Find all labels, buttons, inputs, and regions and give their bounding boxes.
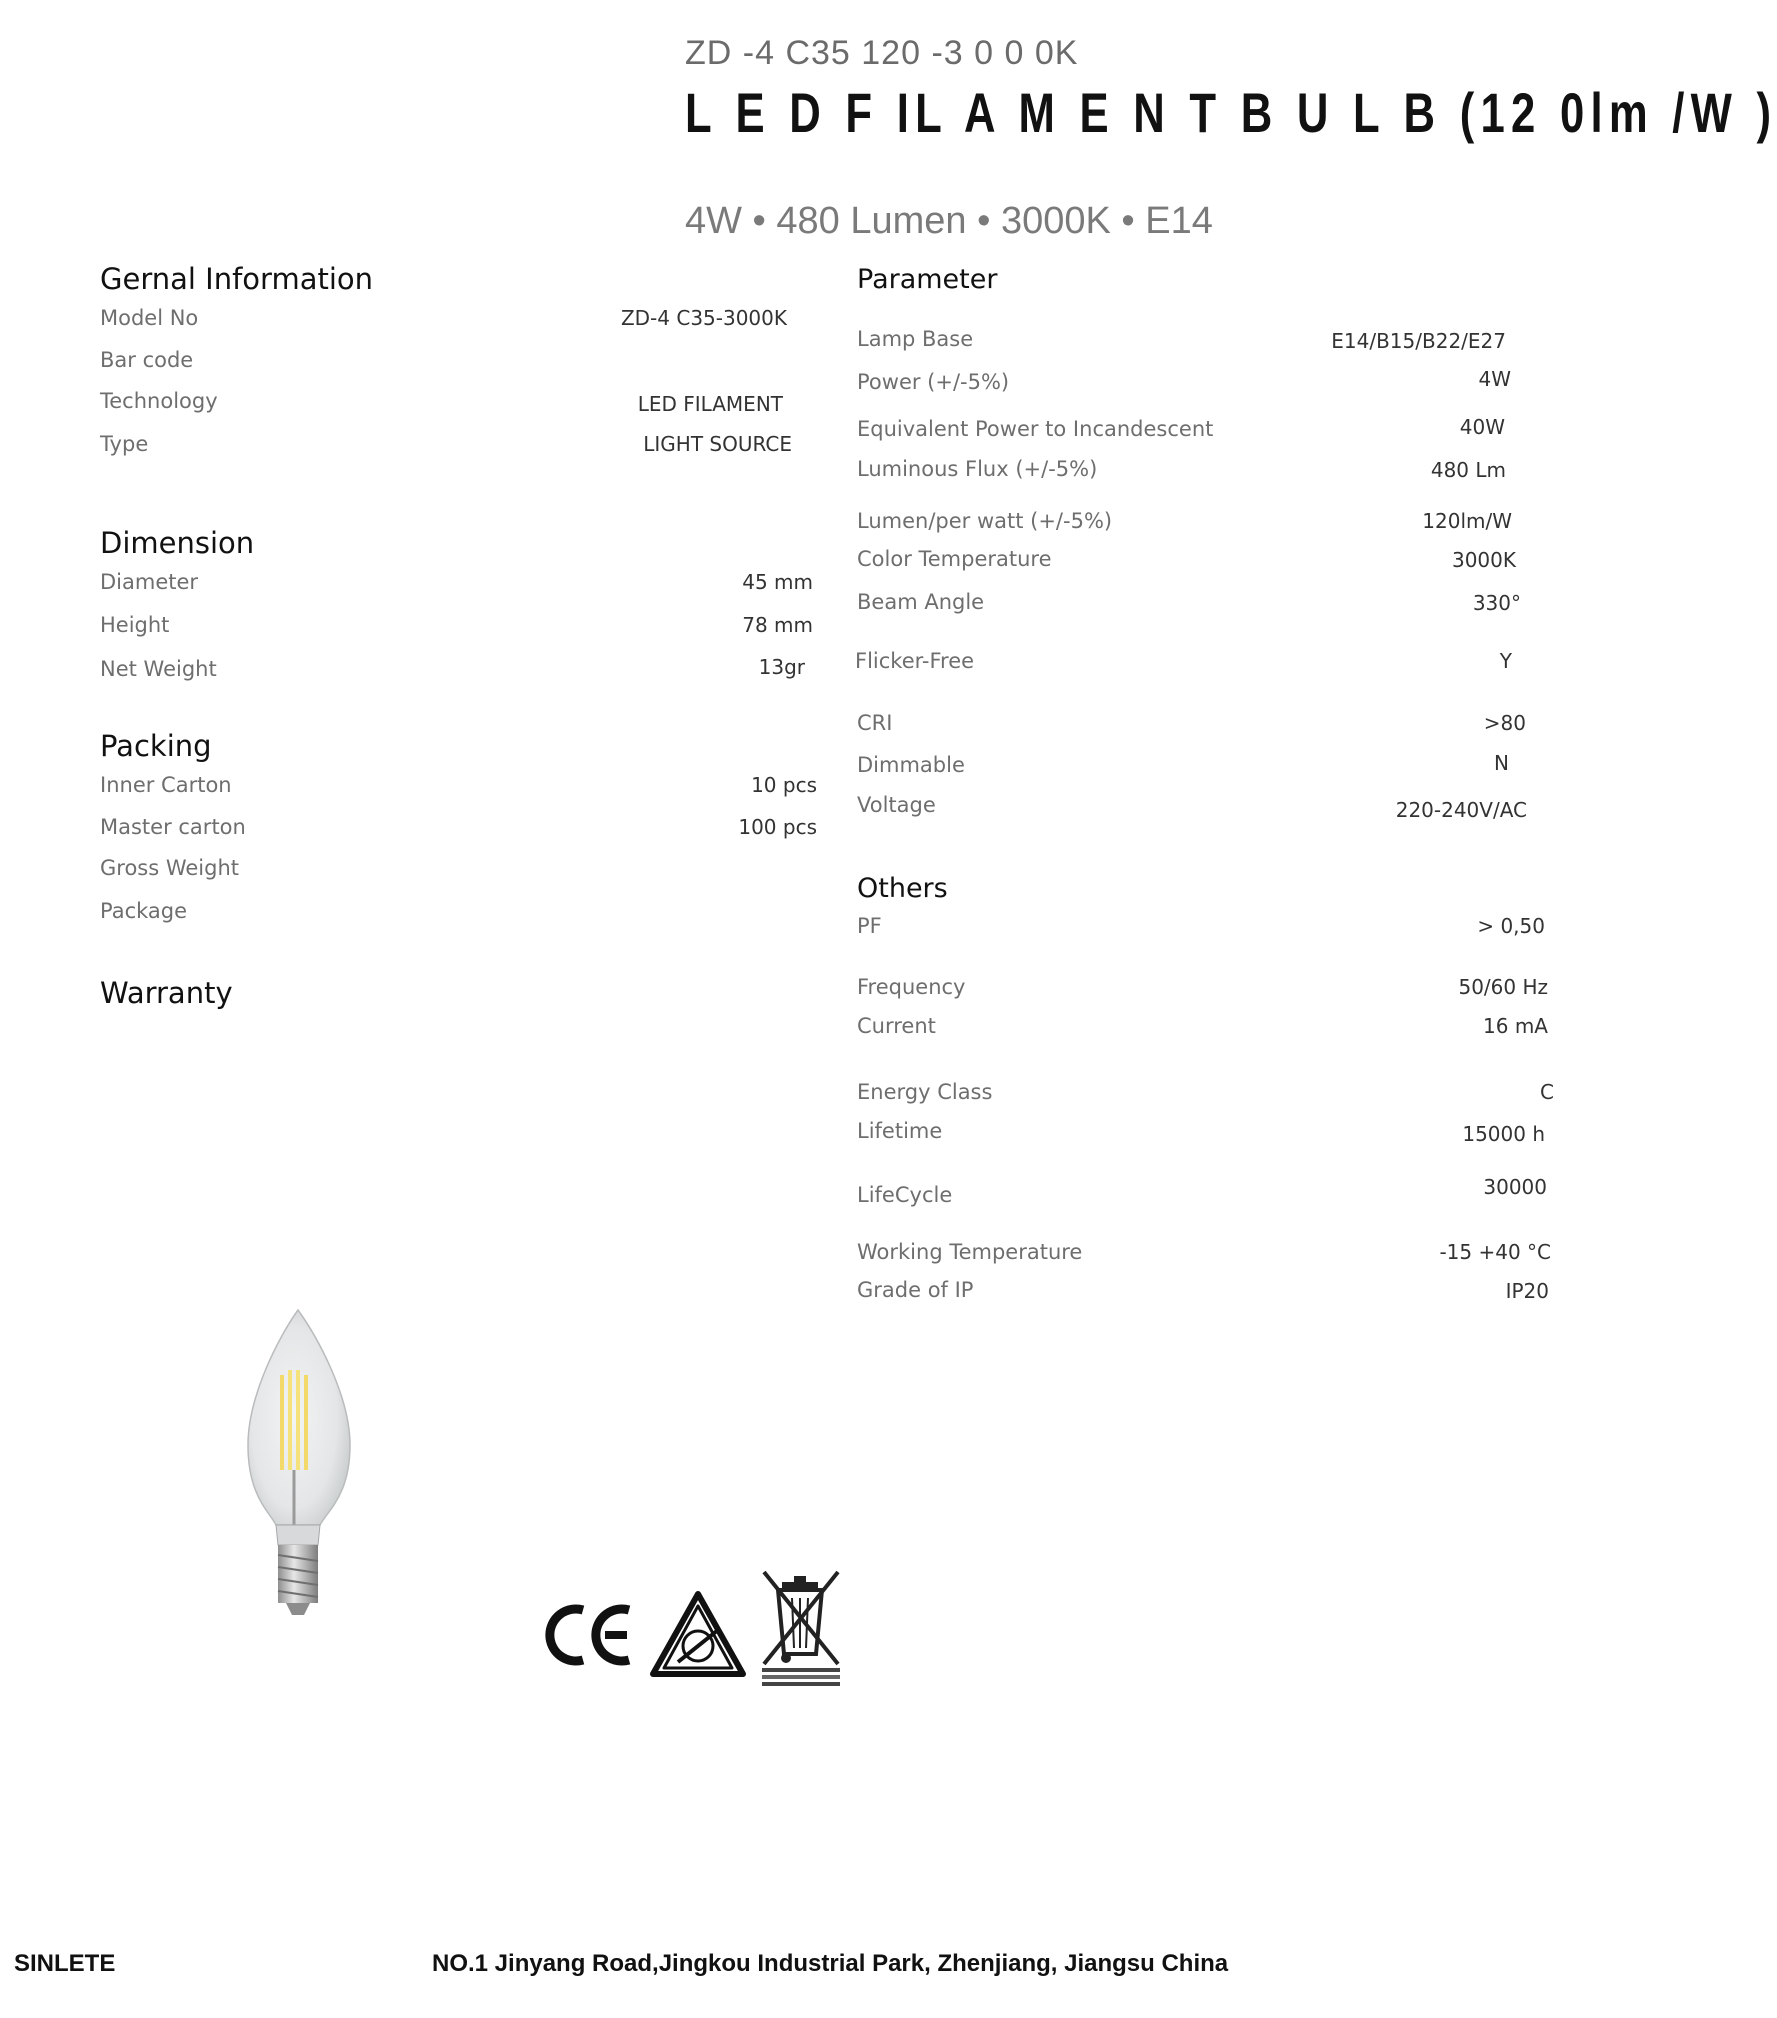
parameter-row-value: N [1494, 751, 1509, 775]
ce-mark-icon [545, 1600, 635, 1670]
general-row-value: LED FILAMENT [637, 392, 783, 416]
no-uv-triangle-icon [648, 1588, 748, 1680]
parameter-row-label: Luminous Flux (+/-5%) [857, 457, 1098, 481]
packing-row-label: Master carton [100, 815, 246, 839]
weee-crossed-bin-icon [756, 1568, 846, 1690]
packing-row-label: Inner Carton [100, 773, 232, 797]
parameter-row-label: Color Temperature [857, 547, 1052, 571]
others-row-value: -15 +40 °C [1439, 1240, 1551, 1264]
parameter-row-label: Equivalent Power to Incandescent [857, 417, 1214, 441]
others-row-value: IP20 [1505, 1279, 1549, 1303]
parameter-row-value: E14/B15/B22/E27 [1331, 329, 1506, 353]
parameter-row-value: 220-240V/AC [1395, 798, 1527, 822]
parameter-row-value: >80 [1483, 711, 1526, 735]
others-row-label: Frequency [857, 975, 966, 999]
parameter-heading: Parameter [857, 264, 998, 295]
led-filament-bulb-icon [238, 1305, 358, 1620]
product-title: L E D F IL A M E N T B U L B (12 0lm /W ) [685, 81, 1777, 144]
parameter-row-value: 120lm/W [1422, 509, 1512, 533]
packing-row-label: Gross Weight [100, 856, 240, 880]
general-info-heading: Gernal Information [100, 262, 374, 296]
footer-address: NO.1 Jinyang Road,Jingkou Industrial Park, Zhenjiang, Jiangsu China [432, 1950, 1229, 1977]
dimension-row-value: 45 mm [742, 570, 813, 594]
others-row-value: > 0,50 [1477, 914, 1545, 938]
others-row-label: LifeCycle [857, 1183, 953, 1207]
others-heading: Others [857, 873, 948, 904]
parameter-row-label: Dimmable [857, 753, 965, 777]
others-row-label: Current [857, 1014, 936, 1038]
others-row-value: 16 mA [1483, 1014, 1548, 1038]
parameter-row-value: 330° [1472, 591, 1521, 615]
footer-brand: SINLETE [14, 1950, 116, 1977]
parameter-row-label: Power (+/-5%) [857, 370, 1010, 394]
parameter-row-label: CRI [857, 711, 893, 735]
parameter-row-value: 40W [1459, 415, 1505, 439]
parameter-row-value: 3000K [1451, 548, 1516, 572]
parameter-row-value: 480 Lm [1430, 458, 1506, 482]
model-code: ZD -4 C35 120 -3 0 0 0K [685, 34, 1079, 72]
general-row-label: Type [100, 432, 149, 456]
parameter-row-label: Beam Angle [857, 590, 985, 614]
dimension-row-value: 13gr [758, 655, 805, 679]
packing-row-value: 10 pcs [751, 773, 817, 797]
packing-row-value: 100 pcs [738, 815, 817, 839]
parameter-row-label: Lamp Base [857, 327, 974, 351]
parameter-row-value: Y [1499, 649, 1512, 673]
others-row-value: 15000 h [1462, 1122, 1545, 1146]
general-row-label: Technology [100, 389, 218, 413]
general-row-value: LIGHT SOURCE [643, 432, 792, 456]
general-row-value: ZD-4 C35-3000K [620, 306, 787, 330]
others-row-label: Energy Class [857, 1080, 993, 1104]
packing-heading: Packing [100, 729, 212, 763]
product-subtitle: 4W • 480 Lumen • 3000K • E14 [685, 200, 1213, 242]
others-row-value: 30000 [1483, 1175, 1547, 1199]
dimension-row-label: Height [100, 613, 170, 637]
parameter-row-label: Lumen/per watt (+/-5%) [857, 509, 1113, 533]
others-row-value: C [1540, 1080, 1554, 1104]
others-row-label: PF [857, 914, 882, 938]
dimension-row-value: 78 mm [742, 613, 813, 637]
others-row-label: Grade of IP [857, 1278, 974, 1302]
dimension-heading: Dimension [100, 526, 255, 560]
dimension-row-label: Net Weight [100, 657, 217, 681]
general-row-label: Model No [100, 306, 199, 330]
packing-row-label: Package [100, 899, 188, 923]
others-row-label: Working Temperature [857, 1240, 1083, 1264]
dimension-row-label: Diameter [100, 570, 199, 594]
general-row-label: Bar code [100, 348, 194, 372]
others-row-value: 50/60 Hz [1458, 975, 1548, 999]
parameter-row-label: Voltage [857, 793, 936, 817]
others-row-label: Lifetime [857, 1119, 943, 1143]
parameter-row-label: Flicker-Free [855, 649, 975, 673]
parameter-row-value: 4W [1478, 367, 1511, 391]
warranty-heading: Warranty [100, 976, 233, 1010]
